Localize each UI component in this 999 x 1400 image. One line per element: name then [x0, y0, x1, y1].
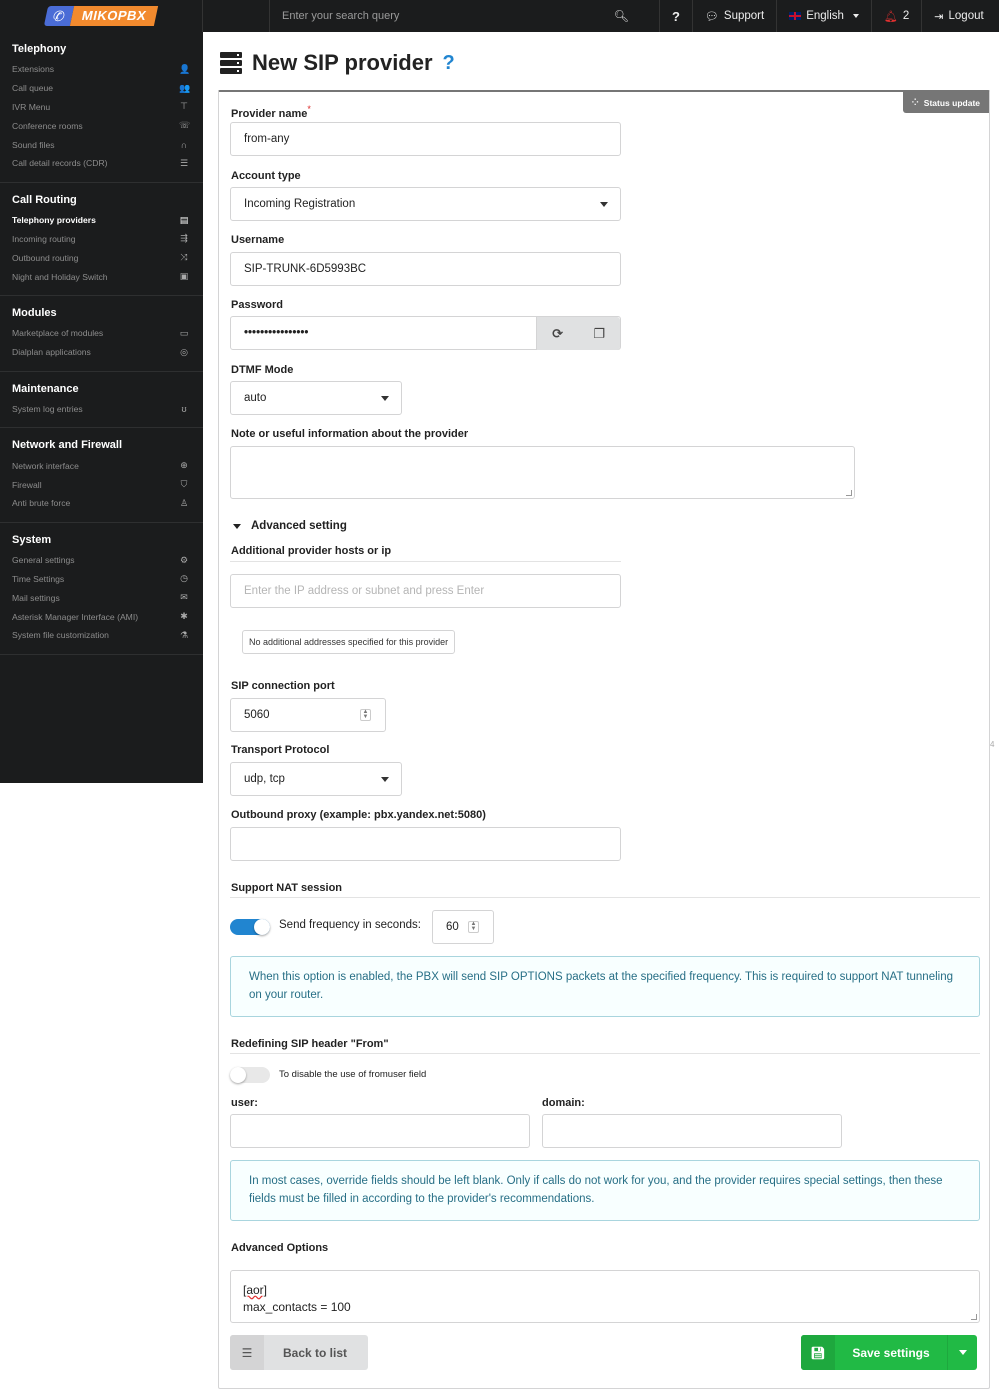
- no-additional-hosts-message: No additional addresses specified for this provider: [242, 630, 455, 654]
- save-icon: 💾︎: [801, 1335, 835, 1370]
- dtmf-select[interactable]: [230, 381, 402, 415]
- resize-handle[interactable]: [971, 1314, 977, 1320]
- additional-hosts-input[interactable]: Enter the IP address or subnet and press Enter: [230, 574, 621, 608]
- save-settings-label: Save settings: [852, 1345, 930, 1360]
- send-frequency-value: 60: [446, 921, 459, 933]
- sidebar-item-extensions[interactable]: [0, 60, 203, 79]
- sidebar-item-firewall[interactable]: [0, 475, 203, 494]
- port-input[interactable]: [230, 698, 386, 732]
- user-label: user:: [231, 1097, 258, 1109]
- disable-fromuser-toggle[interactable]: [230, 1067, 270, 1083]
- flask-icon: ⚗: [179, 629, 189, 640]
- sidebar-section: [0, 372, 203, 429]
- server-icon: ▤: [179, 214, 189, 225]
- sidebar-item-label: Extensions: [12, 64, 55, 75]
- sidebar-item-label: Marketplace of modules: [12, 328, 104, 339]
- sidebar-item-time-settings[interactable]: [0, 570, 203, 589]
- logo-container[interactable]: [0, 0, 203, 32]
- username-label: Username: [231, 234, 285, 246]
- user-icon: 👤: [179, 63, 191, 74]
- uk-flag-icon: [789, 12, 801, 20]
- dtmf-label: DTMF Mode: [231, 364, 294, 376]
- advanced-setting-toggle[interactable]: [233, 520, 347, 532]
- resize-handle[interactable]: [846, 490, 852, 496]
- globe-icon: ⊕: [180, 460, 188, 471]
- sidebar-item-ivr-menu[interactable]: [0, 98, 203, 117]
- provider-name-input[interactable]: from-any: [230, 122, 621, 156]
- port-label: SIP connection port: [231, 680, 335, 692]
- sidebar-item-label: General settings: [12, 555, 75, 566]
- language-label: English: [806, 10, 844, 22]
- sidebar-item-label: Sound files: [12, 139, 55, 150]
- provider-name-label-wrap: [231, 104, 311, 122]
- sidebar-item-label: System file customization: [12, 630, 109, 641]
- transport-select[interactable]: [230, 762, 402, 796]
- sidebar-item-night-and-holiday-switch[interactable]: [0, 267, 203, 286]
- provider-name-label: Provider name: [231, 108, 308, 120]
- cogs-icon: ⚙: [179, 554, 189, 565]
- sidebar-section: [0, 183, 203, 296]
- sidebar-item-label: System log entries: [12, 403, 83, 414]
- nat-toggle[interactable]: [230, 919, 270, 935]
- account-type-value: Incoming Registration: [244, 198, 356, 210]
- advanced-options-textarea[interactable]: [230, 1270, 980, 1323]
- outbound-proxy-label: Outbound proxy (example: pbx.yandex.net:5080): [231, 809, 486, 821]
- random-icon: ⤨: [180, 252, 188, 263]
- transport-value: udp, tcp: [244, 773, 285, 785]
- advanced-options-line-1: [aor]: [243, 1283, 268, 1297]
- sidebar-section-title: Call Routing: [12, 193, 77, 206]
- notifications-button[interactable]: [872, 0, 922, 32]
- sidebar-section-title: Modules: [12, 306, 57, 319]
- port-value: 5060: [244, 709, 270, 721]
- domain-label: domain:: [542, 1097, 585, 1109]
- list-icon: ☰: [230, 1335, 264, 1370]
- sidebar-section: [0, 32, 203, 183]
- save-settings-button[interactable]: [801, 1335, 977, 1370]
- phone-volume-icon: ☏: [179, 120, 191, 131]
- advanced-options-line-2: max_contacts = 100: [243, 1300, 351, 1314]
- transport-label: Transport Protocol: [231, 744, 330, 756]
- store-icon: ▭: [179, 327, 189, 338]
- username-input[interactable]: SIP-TRUNK-6D5993BC: [230, 252, 621, 286]
- sidebar-section-title: Telephony: [12, 43, 67, 55]
- password-label: Password: [231, 299, 283, 311]
- dropdown-icon: [600, 202, 608, 207]
- help-button[interactable]: [660, 0, 693, 32]
- override-info-message: In most cases, override fields should be left blank. Only if calls do not work for you, and the provider requires special settings, then these fields must be filled in according to the provider's recommendations.: [230, 1160, 980, 1221]
- sidebar-section-title: Network and Firewall: [12, 439, 123, 452]
- sidebar-section: [0, 523, 203, 655]
- send-frequency-input[interactable]: [432, 910, 494, 944]
- provider-form: [218, 90, 990, 1389]
- account-type-select[interactable]: [230, 187, 621, 221]
- sidebar-item-call-queue[interactable]: [0, 79, 203, 98]
- sidebar-item-label: Conference rooms: [12, 120, 83, 131]
- note-label: Note or useful information about the provider: [231, 428, 469, 440]
- stethoscope-icon: ʊ: [181, 403, 187, 414]
- sidebar-item-telephony-providers[interactable]: [0, 211, 203, 230]
- sidebar-section-title: Maintenance: [12, 382, 79, 395]
- bell-icon: 🔔︎: [883, 10, 898, 23]
- search-icon[interactable]: 🔍︎: [613, 9, 629, 23]
- disable-fromuser-label: To disable the use of fromuser field: [279, 1069, 427, 1080]
- help-question-icon[interactable]: ?: [442, 51, 455, 74]
- sidebar-item-label: Incoming routing: [12, 233, 76, 244]
- search-input[interactable]: [282, 10, 602, 22]
- dropdown-icon: [381, 777, 389, 782]
- sidebar-item-label: Anti brute force: [12, 498, 71, 509]
- language-dropdown[interactable]: [777, 0, 872, 32]
- advanced-options-text: [243, 1282, 351, 1316]
- sidebar-item-label: Outbound routing: [12, 252, 79, 263]
- asterisk-icon: ✱: [180, 611, 188, 622]
- sidebar-section: [0, 296, 203, 372]
- logo-text: MIKOPBX: [70, 6, 158, 26]
- status-update-button[interactable]: [903, 92, 989, 113]
- from-user-input[interactable]: [230, 1114, 530, 1148]
- user-secret-icon: ♙: [179, 497, 189, 508]
- status-update-label: Status update: [923, 97, 980, 108]
- sidebar-item-asterisk-manager-interface-ami[interactable]: [0, 607, 203, 626]
- logout-label: Logout: [948, 10, 984, 22]
- support-label: Support: [723, 10, 765, 22]
- sidebar-item-sound-files[interactable]: [0, 135, 203, 154]
- additional-hosts-label: Additional provider hosts or ip: [231, 545, 392, 557]
- nat-info-message: When this option is enabled, the PBX will send SIP OPTIONS packets at the specified frequency. This is required to support NAT tunneling on your router.: [230, 956, 980, 1017]
- sidebar-item-system-file-customization[interactable]: [0, 626, 203, 645]
- page-mark: 4: [990, 740, 995, 749]
- signs-icon: ⇶: [180, 233, 188, 244]
- save-dropdown-button[interactable]: [947, 1335, 977, 1370]
- chevron-down-icon: [853, 14, 859, 18]
- shield-icon: ⛉: [180, 479, 188, 490]
- number-spinner-icon[interactable]: ▲ ▼: [360, 709, 371, 721]
- toggle-knob: [254, 919, 270, 935]
- from-header-label: Redefining SIP header "From": [231, 1038, 389, 1050]
- server-icon: [220, 52, 242, 74]
- sidebar-item-label: Dialplan applications: [12, 347, 91, 358]
- phone-logo-icon: ✆: [44, 6, 74, 26]
- php-icon: ◎: [180, 346, 188, 357]
- account-type-label: Account type: [231, 170, 301, 182]
- mikopbx-logo[interactable]: [46, 6, 156, 26]
- caret-down-icon: [233, 524, 241, 529]
- logout-button[interactable]: [922, 0, 995, 32]
- sidebar-item-label: Night and Holiday Switch: [12, 271, 108, 282]
- sidebar-item-conference-rooms[interactable]: [0, 116, 203, 135]
- support-button[interactable]: [693, 0, 777, 32]
- divider: [230, 897, 980, 898]
- dtmf-value: auto: [244, 392, 267, 404]
- sidebar-item-network-interface[interactable]: [0, 456, 203, 475]
- page-header: [220, 50, 455, 76]
- calendar-icon: ▣: [179, 271, 189, 282]
- envelope-icon: ✉: [180, 592, 188, 603]
- sidebar-item-anti-brute-force[interactable]: [0, 494, 203, 513]
- sidebar-item-label: Call queue: [12, 83, 54, 94]
- advanced-setting-label: Advanced setting: [251, 520, 347, 532]
- sidebar-item-mail-settings[interactable]: [0, 588, 203, 607]
- caret-down-icon: [959, 1350, 967, 1355]
- sidebar-item-label: Network interface: [12, 460, 79, 471]
- sidebar-item-label: Call detail records (CDR): [12, 158, 108, 169]
- sidebar-toggle[interactable]: [203, 0, 270, 32]
- sidebar-item-label: Asterisk Manager Interface (AMI): [12, 611, 139, 622]
- send-frequency-label: Send frequency in seconds:: [279, 919, 421, 931]
- outbound-proxy-input[interactable]: [230, 827, 621, 861]
- headphones-icon: ∩: [180, 139, 188, 150]
- required-mark: *: [307, 104, 311, 114]
- back-to-list-label: Back to list: [283, 1345, 348, 1360]
- sidebar-item-system-log-entries[interactable]: [0, 400, 203, 419]
- from-domain-input[interactable]: [542, 1114, 842, 1148]
- sidebar-section: [0, 428, 203, 522]
- toggle-knob: [230, 1067, 246, 1083]
- dropdown-icon: [381, 396, 389, 401]
- advanced-options-label: Advanced Options: [231, 1242, 329, 1254]
- note-textarea[interactable]: [230, 446, 855, 499]
- sign-out-icon: ⇥: [934, 10, 944, 23]
- refresh-icon[interactable]: ⟳: [552, 325, 564, 341]
- top-menu: [0, 0, 999, 32]
- list-icon: ☰: [179, 157, 189, 168]
- page-title: New SIP provider: [252, 50, 433, 75]
- sidebar-item-call-detail-records-cdr[interactable]: [0, 154, 203, 173]
- sidebar-item-incoming-routing[interactable]: [0, 230, 203, 249]
- sidebar-item-label: IVR Menu: [12, 101, 51, 112]
- sidebar-section-title: System: [12, 533, 52, 546]
- sidebar-item-label: Time Settings: [12, 573, 65, 584]
- password-value: ••••••••••••••••: [244, 327, 309, 339]
- clock-icon: ◷: [180, 573, 188, 584]
- search-box[interactable]: [270, 0, 660, 32]
- sidebar-menu: [0, 32, 203, 783]
- spinner-icon: ⁘: [911, 97, 919, 107]
- sidebar-item-marketplace-of-modules[interactable]: [0, 324, 203, 343]
- question-icon: ?: [672, 8, 680, 24]
- sidebar-item-dialplan-applications[interactable]: [0, 343, 203, 362]
- comments-icon: 💬︎: [704, 10, 719, 23]
- sidebar-item-outbound-routing[interactable]: [0, 248, 203, 267]
- back-to-list-button[interactable]: [230, 1335, 368, 1370]
- password-input[interactable]: [230, 316, 621, 350]
- sitemap-icon: ⊤: [180, 101, 188, 112]
- sidebar-item-general-settings[interactable]: [0, 551, 203, 570]
- divider: [230, 561, 621, 562]
- sidebar-item-label: Mail settings: [12, 592, 60, 603]
- password-buttons: [536, 317, 620, 350]
- nat-label: Support NAT session: [231, 882, 343, 894]
- users-icon: 👥: [179, 82, 191, 93]
- sidebar-item-label: Telephony providers: [12, 215, 96, 226]
- copy-icon[interactable]: ❐: [593, 325, 605, 341]
- number-spinner-icon[interactable]: ▲ ▼: [468, 921, 479, 933]
- divider: [230, 1053, 980, 1054]
- notifications-count: 2: [902, 10, 910, 22]
- sidebar-item-label: Firewall: [12, 479, 42, 490]
